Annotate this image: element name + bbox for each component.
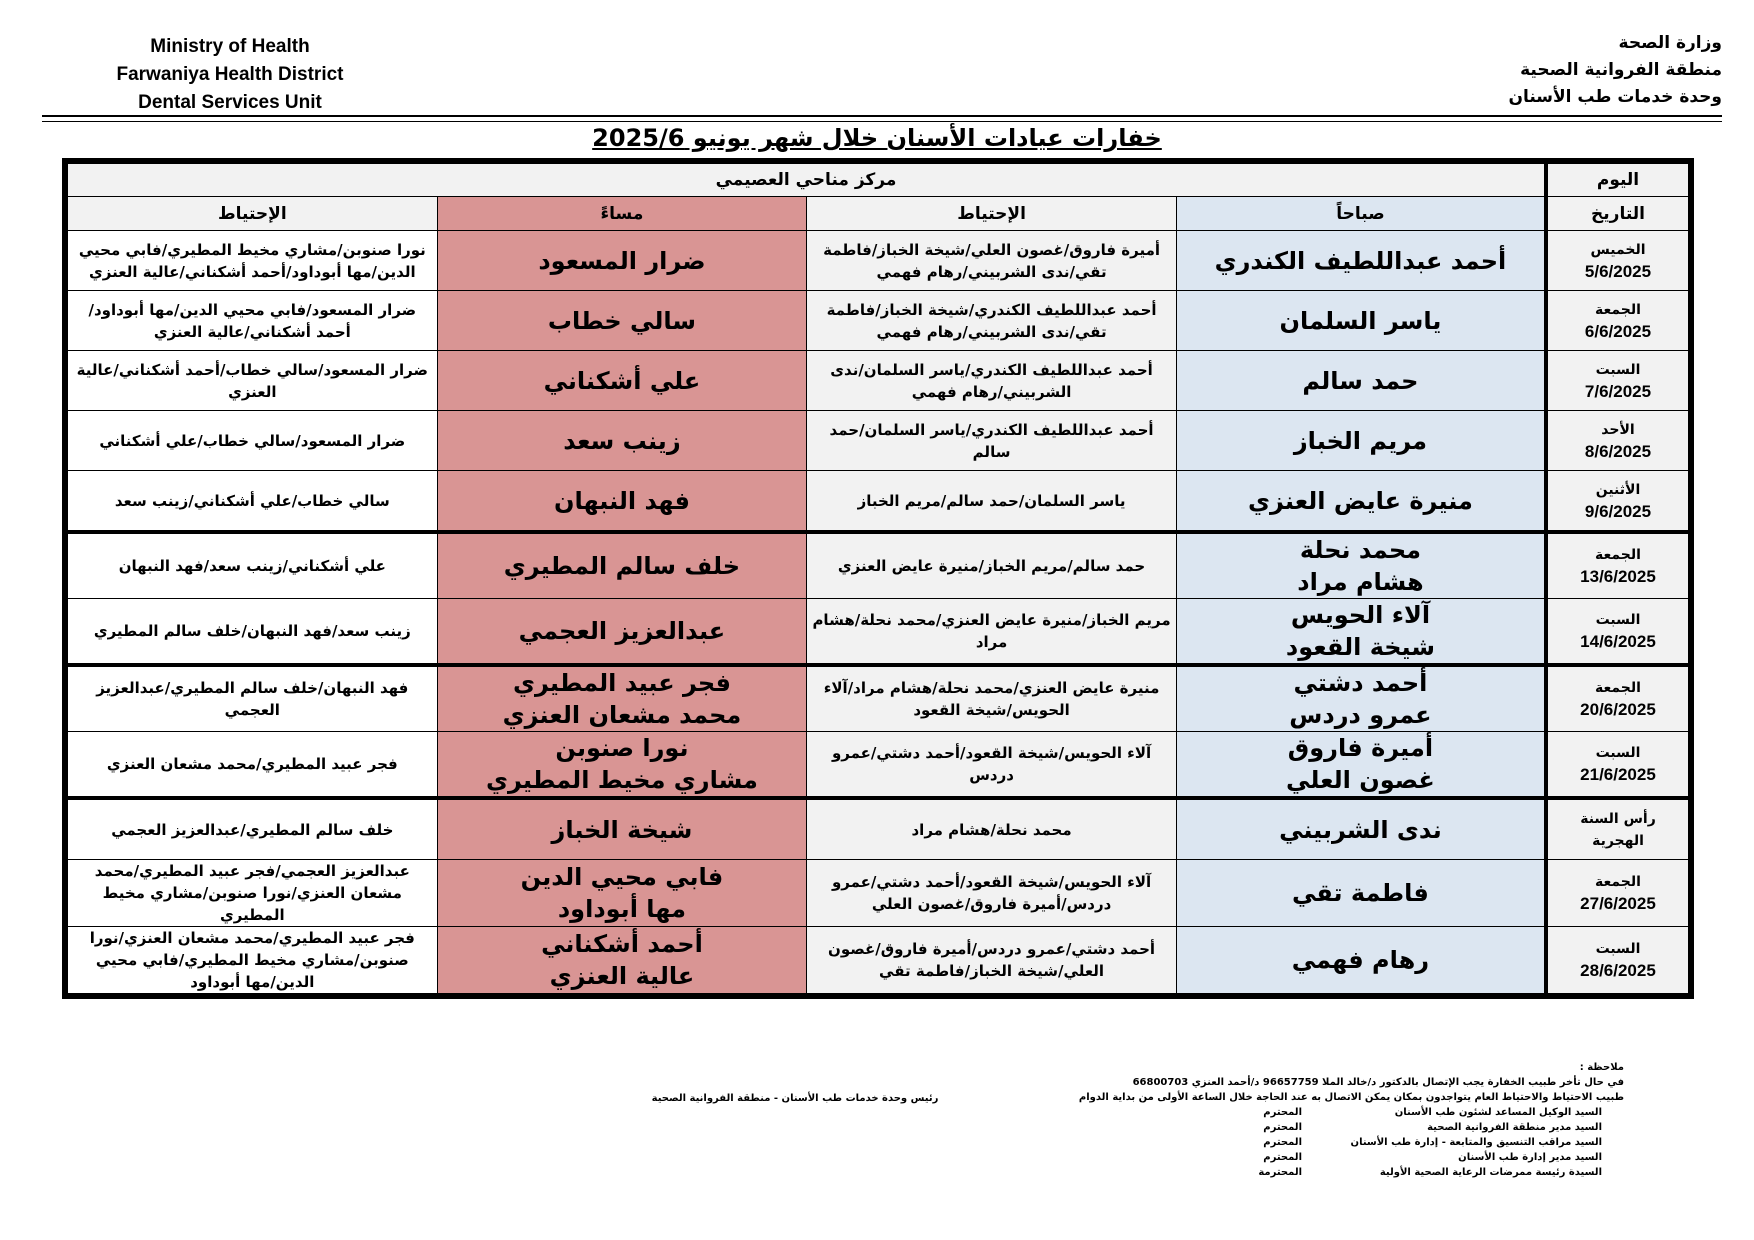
morning-cell — [1176, 291, 1546, 351]
evening-header: مساءً — [437, 197, 807, 231]
evening-reserve-cell — [68, 798, 438, 860]
morning-text: أحمد عبداللطيف الكندري — [1214, 246, 1507, 275]
center-name: مركز مناحي العصيمي — [68, 164, 1547, 197]
morning-reserve-cell — [807, 599, 1177, 666]
recipient-honorific: المحترم — [1263, 1137, 1302, 1148]
day-date: 14/6/2025 — [1580, 632, 1656, 651]
header-unit-en: Dental Services Unit — [138, 92, 322, 113]
evening-reserve-cell — [68, 532, 438, 599]
table-row — [68, 599, 1689, 666]
evening-cell — [437, 860, 807, 927]
evening-reserve-text: ضرار المسعود/سالي خطاب/أحمد أشكناني/عالية العنزي — [76, 360, 428, 401]
header-district-en: Farwaniya Health District — [116, 64, 344, 85]
morning-cell — [1176, 532, 1546, 599]
day-date: 6/6/2025 — [1584, 321, 1652, 341]
day-cell — [1546, 732, 1689, 799]
morning-reserve-cell — [807, 927, 1177, 994]
evening-cell — [437, 471, 807, 533]
table-row — [68, 665, 1689, 732]
morning-text: أحمد دشتي عمرو دردس — [1289, 669, 1432, 729]
evening-cell — [437, 291, 807, 351]
evening-reserve-text: خلف سالم المطيري/عبدالعزيز العجمي — [111, 820, 394, 839]
recipient-item — [1024, 1120, 1602, 1135]
table-row — [68, 351, 1689, 411]
header-district-ar: منطقة الفروانية الصحية — [1520, 60, 1722, 80]
evening-reserve-header: الإحتياط — [68, 197, 438, 231]
morning-cell — [1176, 231, 1546, 291]
table-row — [68, 411, 1689, 471]
evening-cell — [437, 351, 807, 411]
table-row — [68, 860, 1689, 927]
day-date: 7/6/2025 — [1584, 381, 1652, 401]
morning-text: حمد سالم — [1302, 366, 1419, 395]
day-name: الجمعة — [1595, 874, 1641, 890]
schedule-table — [67, 163, 1689, 994]
evening-reserve-cell — [68, 732, 438, 799]
recipient-title: السيدة رئيسة ممرضات الرعاية الصحية الأولية — [1379, 1167, 1602, 1178]
day-cell — [1546, 231, 1689, 291]
day-date: 5/6/2025 — [1584, 261, 1652, 281]
evening-text: أحمد أشكناني عالية العنزي — [541, 930, 703, 990]
morning-reserve-text: ياسر السلمان/حمد سالم/مريم الخباز — [857, 491, 1126, 510]
recipients-list — [1024, 1105, 1624, 1180]
recipient-item — [1024, 1165, 1602, 1180]
day-cell — [1546, 532, 1689, 599]
morning-reserve-header: الإحتياط — [807, 197, 1177, 231]
day-name: الجمعة — [1595, 680, 1641, 696]
day-name: الجمعة — [1595, 301, 1641, 318]
morning-cell — [1176, 471, 1546, 533]
morning-reserve-cell — [807, 732, 1177, 799]
table-header-row-2 — [68, 197, 1689, 231]
evening-cell — [437, 411, 807, 471]
evening-reserve-text: فجر عبيد المطيري/محمد مشعان العنزي/نورا صنوبن/مشاري مخيط المطيري/فابي محيي الدين/مها أبوداود — [89, 929, 415, 991]
evening-cell — [437, 927, 807, 994]
evening-reserve-cell — [68, 231, 438, 291]
morning-cell — [1176, 351, 1546, 411]
footer-notes — [1024, 1060, 1624, 1180]
day-name: السبت — [1595, 361, 1641, 378]
evening-text: فابي محيي الدين مها أبوداود — [520, 863, 724, 923]
recipient-honorific: المحترم — [1263, 1122, 1302, 1133]
evening-reserve-cell — [68, 927, 438, 994]
evening-cell — [437, 532, 807, 599]
morning-cell — [1176, 599, 1546, 666]
evening-reserve-text: ضرار المسعود/فابي محيي الدين/مها أبوداود/أحمد أشكناني/عالية العنزي — [88, 300, 417, 341]
morning-reserve-cell — [807, 231, 1177, 291]
morning-text: ندى الشربيني — [1279, 815, 1442, 844]
morning-text: أميرة فاروق غصون العلي — [1286, 734, 1435, 794]
day-cell — [1546, 599, 1689, 666]
evening-cell — [437, 665, 807, 732]
evening-cell — [437, 599, 807, 666]
morning-reserve-text: أحمد دشتي/عمرو دردس/أميرة فاروق/غصون العلي/شيخة الخباز/فاطمة تقي — [828, 940, 1156, 980]
evening-reserve-cell — [68, 291, 438, 351]
day-cell — [1546, 927, 1689, 994]
morning-cell — [1176, 860, 1546, 927]
morning-reserve-cell — [807, 471, 1177, 533]
morning-reserve-cell — [807, 860, 1177, 927]
recipient-honorific: المحترمة — [1258, 1167, 1302, 1178]
morning-reserve-cell — [807, 532, 1177, 599]
day-cell — [1546, 665, 1689, 732]
recipient-item — [1024, 1135, 1602, 1150]
day-cell — [1546, 411, 1689, 471]
evening-cell — [437, 231, 807, 291]
recipient-honorific: المحترم — [1263, 1152, 1302, 1163]
morning-text: فاطمة تقي — [1291, 879, 1429, 907]
evening-cell — [437, 732, 807, 799]
day-date: 21/6/2025 — [1580, 765, 1656, 784]
morning-text: ياسر السلمان — [1279, 306, 1442, 335]
morning-reserve-text: أميرة فاروق/غصون العلي/شيخة الخباز/فاطمة تقي/ندى الشربيني/رهام فهمي — [823, 240, 1161, 281]
evening-reserve-cell — [68, 599, 438, 666]
table-row — [68, 231, 1689, 291]
evening-reserve-text: عبدالعزيز العجمي/فجر عبيد المطيري/محمد مشعان العنزي/نورا صنوبن/مشاري مخيط المطيري — [94, 862, 410, 924]
evening-reserve-cell — [68, 351, 438, 411]
morning-cell — [1176, 798, 1546, 860]
table-row — [68, 927, 1689, 994]
evening-text: خلف سالم المطيري — [503, 552, 741, 580]
morning-reserve-text: أحمد عبداللطيف الكندري/شيخة الخباز/فاطمة تقي/ندى الشربيني/رهام فهمي — [826, 300, 1157, 341]
morning-reserve-text: مريم الخباز/منيرة عايض العنزي/محمد نحلة/هشام مراد — [812, 611, 1171, 651]
day-name: الخميس — [1590, 241, 1646, 258]
table-row — [68, 732, 1689, 799]
signature-line: رئيس وحدة خدمات طب الأسنان - منطقة الفروانية الصحية — [651, 1093, 939, 1104]
day-cell — [1546, 351, 1689, 411]
day-name: رأس السنة الهجرية — [1580, 810, 1656, 849]
morning-text: منيرة عايض العنزي — [1247, 486, 1473, 515]
morning-reserve-cell — [807, 798, 1177, 860]
header-ministry-ar: وزارة الصحة — [1618, 33, 1722, 53]
evening-cell — [437, 798, 807, 860]
note-label: ملاحظة : — [1579, 1062, 1624, 1073]
table-row — [68, 532, 1689, 599]
day-name: الأثنين — [1595, 481, 1641, 498]
recipient-honorific: المحترم — [1263, 1107, 1302, 1118]
morning-reserve-cell — [807, 351, 1177, 411]
morning-reserve-text: أحمد عبداللطيف الكندري/ياسر السلمان/حمد سالم — [829, 420, 1154, 461]
evening-reserve-text: ضرار المسعود/سالي خطاب/علي أشكناني — [99, 431, 406, 450]
evening-reserve-cell — [68, 860, 438, 927]
evening-reserve-cell — [68, 411, 438, 471]
morning-reserve-text: أحمد عبداللطيف الكندري/ياسر السلمان/ندى الشربيني/رهام فهمي — [830, 360, 1153, 401]
morning-reserve-text: حمد سالم/مريم الخباز/منيرة عايض العنزي — [837, 557, 1146, 575]
evening-text: علي أشكناني — [543, 366, 701, 395]
morning-reserve-text: آلاء الحويس/شيخة القعود/أحمد دشتي/عمرو دردس — [831, 744, 1152, 784]
day-name: السبت — [1595, 612, 1641, 628]
morning-text: مريم الخباز — [1293, 426, 1427, 455]
evening-reserve-cell — [68, 665, 438, 732]
evening-reserve-text: فجر عبيد المطيري/محمد مشعان العنزي — [106, 755, 398, 773]
schedule-table-frame — [62, 158, 1694, 999]
recipient-title: السيد الوكيل المساعد لشئون طب الأسنان — [1394, 1107, 1602, 1118]
morning-reserve-cell — [807, 411, 1177, 471]
day-date: 8/6/2025 — [1584, 441, 1652, 461]
day-name: السبت — [1595, 745, 1641, 761]
morning-reserve-cell — [807, 665, 1177, 732]
day-cell — [1546, 291, 1689, 351]
morning-reserve-text: منيرة عايض العنزي/محمد نحلة/هشام مراد/آلاء الحويس/شيخة القعود — [823, 679, 1160, 719]
header-ministry-en: Ministry of Health — [150, 36, 310, 57]
day-date: 13/6/2025 — [1580, 567, 1656, 586]
day-date: 27/6/2025 — [1580, 894, 1656, 913]
header-unit-ar: وحدة خدمات طب الأسنان — [1508, 87, 1722, 107]
day-date: 28/6/2025 — [1580, 961, 1656, 980]
morning-text: آلاء الحويس شيخة القعود — [1285, 601, 1435, 661]
morning-reserve-text: محمد نحلة/هشام مراد — [911, 820, 1072, 839]
note-line-2: طبيب الاحتياط والاحتياط العام يتواجدون بمكان يمكن الاتصال به عند الحاجة خلال الساعة الأولى من بداية الدوام — [1078, 1092, 1624, 1103]
evening-text: ضرار المسعود — [538, 246, 706, 275]
morning-cell — [1176, 665, 1546, 732]
evening-reserve-text: فهد النبهان/خلف سالم المطيري/عبدالعزيز العجمي — [96, 679, 409, 719]
evening-text: شيخة الخباز — [551, 815, 693, 844]
morning-header: صباحاً — [1176, 197, 1546, 231]
table-row — [68, 291, 1689, 351]
day-date: 20/6/2025 — [1580, 700, 1656, 719]
evening-reserve-text: سالي خطاب/علي أشكناني/زينب سعد — [114, 491, 390, 510]
evening-text: زينب سعد — [563, 426, 681, 455]
recipient-title: السيد مدير إدارة طب الأسنان — [1458, 1152, 1602, 1163]
date-header: التاريخ — [1546, 197, 1689, 231]
morning-reserve-cell — [807, 291, 1177, 351]
header-arabic — [1462, 30, 1722, 111]
day-header: اليوم — [1546, 164, 1689, 197]
evening-text: عبدالعزيز العجمي — [518, 617, 726, 645]
table-header-row-1 — [68, 164, 1689, 197]
morning-cell — [1176, 411, 1546, 471]
day-name: الأحد — [1601, 421, 1635, 438]
evening-reserve-text: علي أشكناني/زينب سعد/فهد النبهان — [118, 557, 386, 575]
evening-reserve-text: زينب سعد/فهد النبهان/خلف سالم المطيري — [93, 622, 411, 640]
recipient-title: السيد مراقب التنسيق والمتابعة - إدارة طب الأسنان — [1350, 1137, 1602, 1148]
table-row — [68, 471, 1689, 533]
evening-reserve-cell — [68, 471, 438, 533]
evening-text: نورا صنوبن مشاري مخيط المطيري — [485, 734, 758, 794]
evening-text: سالي خطاب — [547, 306, 696, 335]
day-cell — [1546, 860, 1689, 927]
header-english — [100, 33, 360, 117]
morning-cell — [1176, 927, 1546, 994]
morning-reserve-text: آلاء الحويس/شيخة القعود/أحمد دشتي/عمرو دردس/أميرة فاروق/غصون العلي — [831, 873, 1152, 913]
evening-text: فجر عبيد المطيري محمد مشعان العنزي — [502, 669, 742, 729]
day-name: السبت — [1595, 941, 1641, 957]
morning-text: رهام فهمي — [1291, 946, 1430, 974]
recipient-title: السيد مدير منطقة الفروانية الصحية — [1427, 1122, 1602, 1133]
table-row — [68, 798, 1689, 860]
morning-text: محمد نحلة هشام مراد — [1297, 536, 1424, 596]
day-date: 9/6/2025 — [1584, 501, 1652, 521]
page-title: خفارات عيادات الأسنان خلال شهر يونيو 2025/6 — [592, 124, 1162, 152]
day-name: الجمعة — [1595, 547, 1641, 563]
note-line-1: في حال تأخر طبيب الخفارة يجب الإتصال بالدكتور د/خالد الملا 96657759 د/أحمد العنزي 66800703 — [1132, 1077, 1624, 1088]
day-cell — [1546, 471, 1689, 533]
evening-text: فهد النبهان — [553, 486, 690, 515]
recipient-item — [1024, 1105, 1602, 1120]
day-cell — [1546, 798, 1689, 860]
recipient-item — [1024, 1150, 1602, 1165]
evening-reserve-text: نورا صنوبن/مشاري مخيط المطيري/فابي محيي الدين/مها أبوداود/أحمد أشكناني/عالية العنزي — [78, 240, 426, 281]
morning-cell — [1176, 732, 1546, 799]
